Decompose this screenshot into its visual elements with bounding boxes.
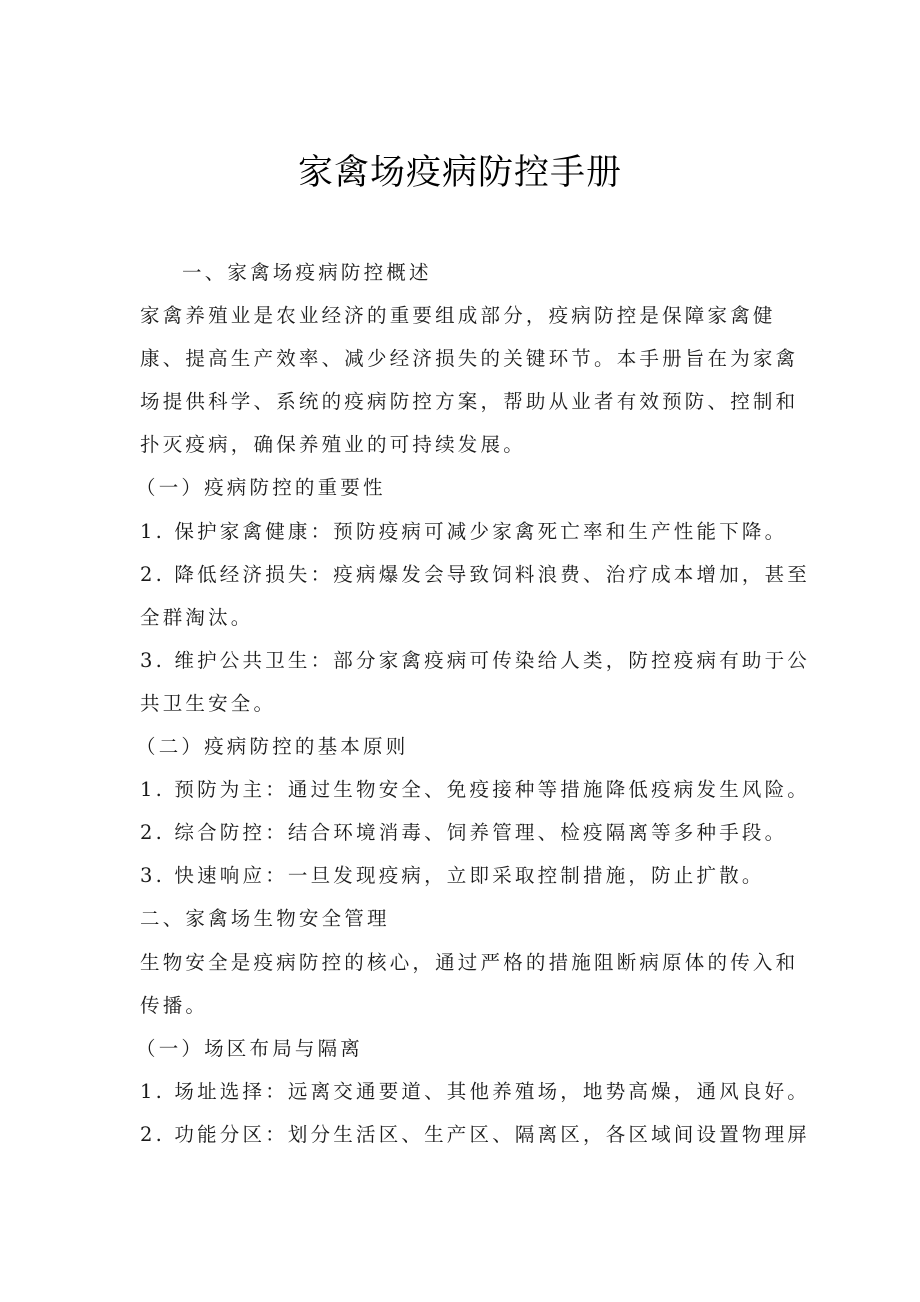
document-body bbox=[136, 251, 811, 1156]
subsection-heading-layout: （一）场区布局与隔离 bbox=[136, 1036, 364, 1060]
section-heading-biosecurity: 二、家禽场生物安全管理 bbox=[140, 907, 390, 931]
list-item: 1. 保护家禽健康：预防疫病可减少家禽死亡率和生产性能下降。 bbox=[140, 519, 788, 543]
list-item: 3. 快速响应：一旦发现疫病，立即采取控制措施，防止扩散。 bbox=[140, 864, 765, 888]
paragraph-line: 生物安全是疫病防控的核心，通过严格的措施阻断病原体的传入和 bbox=[140, 950, 799, 974]
paragraph-line: 康、提高生产效率、减少经济损失的关键环节。本手册旨在为家禽 bbox=[140, 347, 799, 371]
list-item: 2. 综合防控：结合环境消毒、饲养管理、检疫隔离等多种手段。 bbox=[140, 821, 788, 845]
paragraph-line: 传播。 bbox=[140, 993, 209, 1017]
list-item-continuation: 全群淘汰。 bbox=[140, 605, 254, 629]
paragraph-line: 场提供科学、系统的疫病防控方案，帮助从业者有效预防、控制和 bbox=[140, 390, 799, 414]
list-item: 1. 预防为主：通过生物安全、免疫接种等措施降低疫病发生风险。 bbox=[140, 778, 811, 802]
subsection-heading-importance: （一）疫病防控的重要性 bbox=[136, 476, 386, 500]
paragraph-line: 家禽养殖业是农业经济的重要组成部分，疫病防控是保障家禽健 bbox=[140, 304, 776, 328]
list-item: 1. 场址选择：远离交通要道、其他养殖场，地势高燥，通风良好。 bbox=[140, 1079, 811, 1103]
list-item: 2. 降低经济损失：疫病爆发会导致饲料浪费、治疗成本增加，甚至 bbox=[140, 562, 811, 586]
list-item-continuation: 共卫生安全。 bbox=[140, 691, 277, 715]
document-title: 家禽场疫病防控手册 bbox=[297, 153, 622, 193]
subsection-heading-principles: （二）疫病防控的基本原则 bbox=[136, 735, 409, 759]
section-heading-overview: 一、家禽场疫病防控概述 bbox=[182, 261, 432, 284]
list-item: 3. 维护公共卫生：部分家禽疫病可传染给人类，防控疫病有助于公 bbox=[140, 648, 811, 672]
list-item: 2. 功能分区：划分生活区、生产区、隔离区，各区域间设置物理屏 bbox=[140, 1122, 811, 1146]
paragraph-line: 扑灭疫病，确保养殖业的可持续发展。 bbox=[140, 433, 526, 457]
